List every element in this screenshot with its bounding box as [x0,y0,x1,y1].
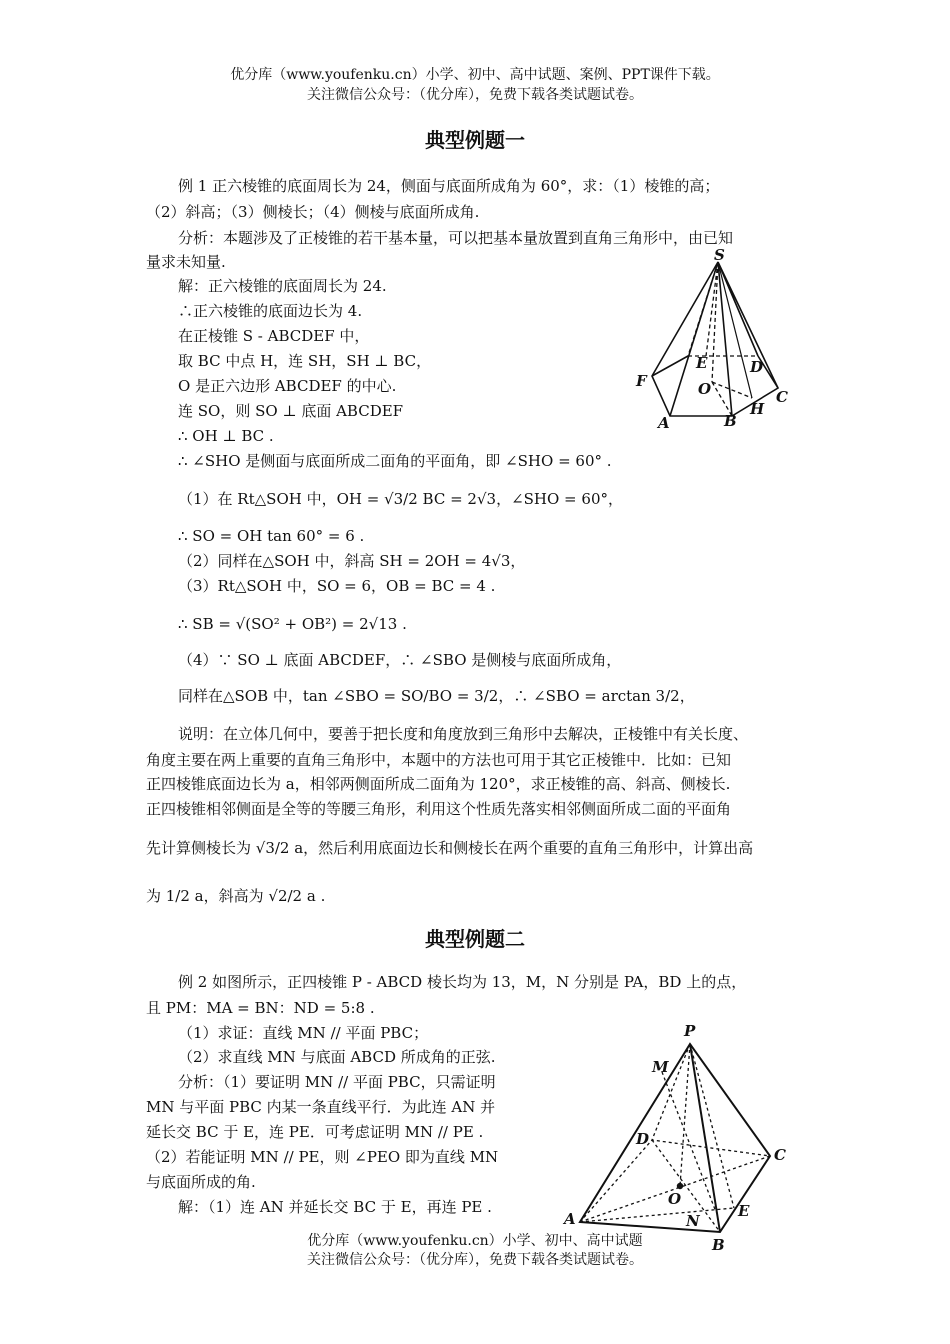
solution2-line: 解：（1）连 AN 并延长交 BC 于 E，再连 PE . [178,1198,492,1216]
example2-line: 且 PM：MA = BN：ND = 5:8 . [146,999,375,1017]
fig1-label: E [696,354,708,372]
solution-line: ∴ OH ⊥ BC . [178,427,274,445]
example2-line: （1）求证：直线 MN // 平面 PBC； [178,1024,429,1042]
note-line: 正四棱锥相邻侧面是全等的等腰三角形，利用这个性质先落实相邻侧面所成二面的平面角 [146,800,732,818]
square-pyramid-figure [556,1020,800,1252]
note-line: 正四棱锥底面边长为 a，相邻两侧面所成二面角为 120°，求正棱锥的高、斜高、侧棱长. [146,775,731,793]
footer-line-1: 优分库（www.youfenku.cn）小学、初中、高中试题 [307,1233,643,1249]
analysis-line: 量求未知量. [146,253,226,271]
example1-line: （2）斜高；（3）侧棱长；（4）侧棱与底面所成角. [146,203,480,221]
solution-line: O 是正六边形 ABCDEF 的中心. [178,377,397,395]
example2-line: （2）求直线 MN 与底面 ABCD 所成角的正弦. [178,1048,496,1066]
solution-line: 连 SO，则 SO ⊥ 底面 ABCDEF [178,402,404,420]
fig1-label: A [658,414,670,432]
fig1-label: S [714,248,725,264]
solution-line: ∴ SO = OH tan 60° = 6 . [178,527,365,545]
fig1-label: F [636,372,647,390]
fig2-label: P [684,1022,696,1040]
solution-line: （3）Rt△SOH 中，SO = 6，OB = BC = 4 . [178,577,496,595]
solution-line: （1）在 Rt△SOH 中，OH = √3/2 BC = 2√3，∠SHO = 60°， [178,490,623,508]
fig1-label: D [750,358,764,376]
fig2-label: N [686,1212,700,1230]
fig2-label: A [564,1210,576,1228]
fig2-label: O [668,1190,682,1208]
footer-line-2: 关注微信公众号：（优分库），免费下载各类试题试卷。 [307,1252,643,1268]
analysis2-line: （2）若能证明 MN // PE，则 ∠PEO 即为直线 MN [146,1148,499,1166]
section-title-1: 典型例题一 [425,128,525,152]
fig1-label: O [698,380,712,398]
solution-line: ∴正六棱锥的底面边长为 4. [178,302,363,320]
header-line-2: 关注微信公众号：（优分库），免费下载各类试题试卷。 [307,87,643,103]
header-line-1: 优分库（www.youfenku.cn）小学、初中、高中试题、案例、PPT课件下载。 [230,67,720,83]
note-line: 先计算侧棱长为 √3/2 a，然后利用底面边长和侧棱长在两个重要的直角三角形中，计算出高 [146,839,754,857]
analysis-line: 分析：本题涉及了正棱锥的若干基本量，可以把基本量放置到直角三角形中，由已知 [178,229,734,247]
solution-line: 在正棱锥 S - ABCDEF 中， [178,327,370,345]
fig1-label: C [776,388,788,406]
fig2-label: B [712,1236,725,1252]
solution-line: ∴ ∠SHO 是侧面与底面所成二面角的平面角，即 ∠SHO = 60° . [178,452,612,470]
section-title-2: 典型例题二 [425,927,525,951]
fig2-label: D [636,1130,650,1148]
hexagonal-pyramid-figure [630,248,800,438]
solution-line: （4）∵ SO ⊥ 底面 ABCDEF，∴ ∠SBO 是侧棱与底面所成角， [178,651,622,669]
analysis2-line: MN 与平面 PBC 内某一条直线平行．为此连 AN 并 [146,1098,496,1116]
solution-line: 取 BC 中点 H，连 SH，SH ⊥ BC， [178,352,432,370]
fig1-label: H [750,400,765,418]
fig2-label: M [652,1058,669,1076]
solution-line: 解：正六棱锥的底面周长为 24. [178,277,387,295]
fig1-label: B [724,412,737,430]
note-line: 说明：在立体几何中，要善于把长度和角度放到三角形中去解决，正棱锥中有关长度、 [178,725,749,743]
center-point [677,1183,683,1189]
solution-line: （2）同样在△SOH 中，斜高 SH = 2OH = 4√3， [178,552,526,570]
fig2-label: C [774,1146,786,1164]
analysis2-line: 分析：（1）要证明 MN // 平面 PBC，只需证明 [178,1073,496,1091]
analysis2-line: 与底面所成的角. [146,1173,256,1191]
note-line: 角度主要在两上重要的直角三角形中，本题中的方法也可用于其它正棱锥中．比如：已知 [146,751,732,769]
example2-line: 例 2 如图所示，正四棱锥 P - ABCD 棱长均为 13，M，N 分别是 PA，BD 上的点， [178,973,747,991]
example1-line: 例 1 正六棱锥的底面周长为 24，侧面与底面所成角为 60°，求：（1）棱锥的高； [178,177,720,195]
fig2-label: E [738,1202,750,1220]
analysis2-line: 延长交 BC 于 E，连 PE．可考虑证明 MN // PE . [146,1123,484,1141]
solution-line: ∴ SB = √(SO² + OB²) = 2√13 . [178,615,407,633]
solution-line: 同样在△SOB 中，tan ∠SBO = SO/BO = 3/2，∴ ∠SBO = arctan 3/2， [178,687,695,705]
note-line: 为 1/2 a，斜高为 √2/2 a . [146,887,326,905]
